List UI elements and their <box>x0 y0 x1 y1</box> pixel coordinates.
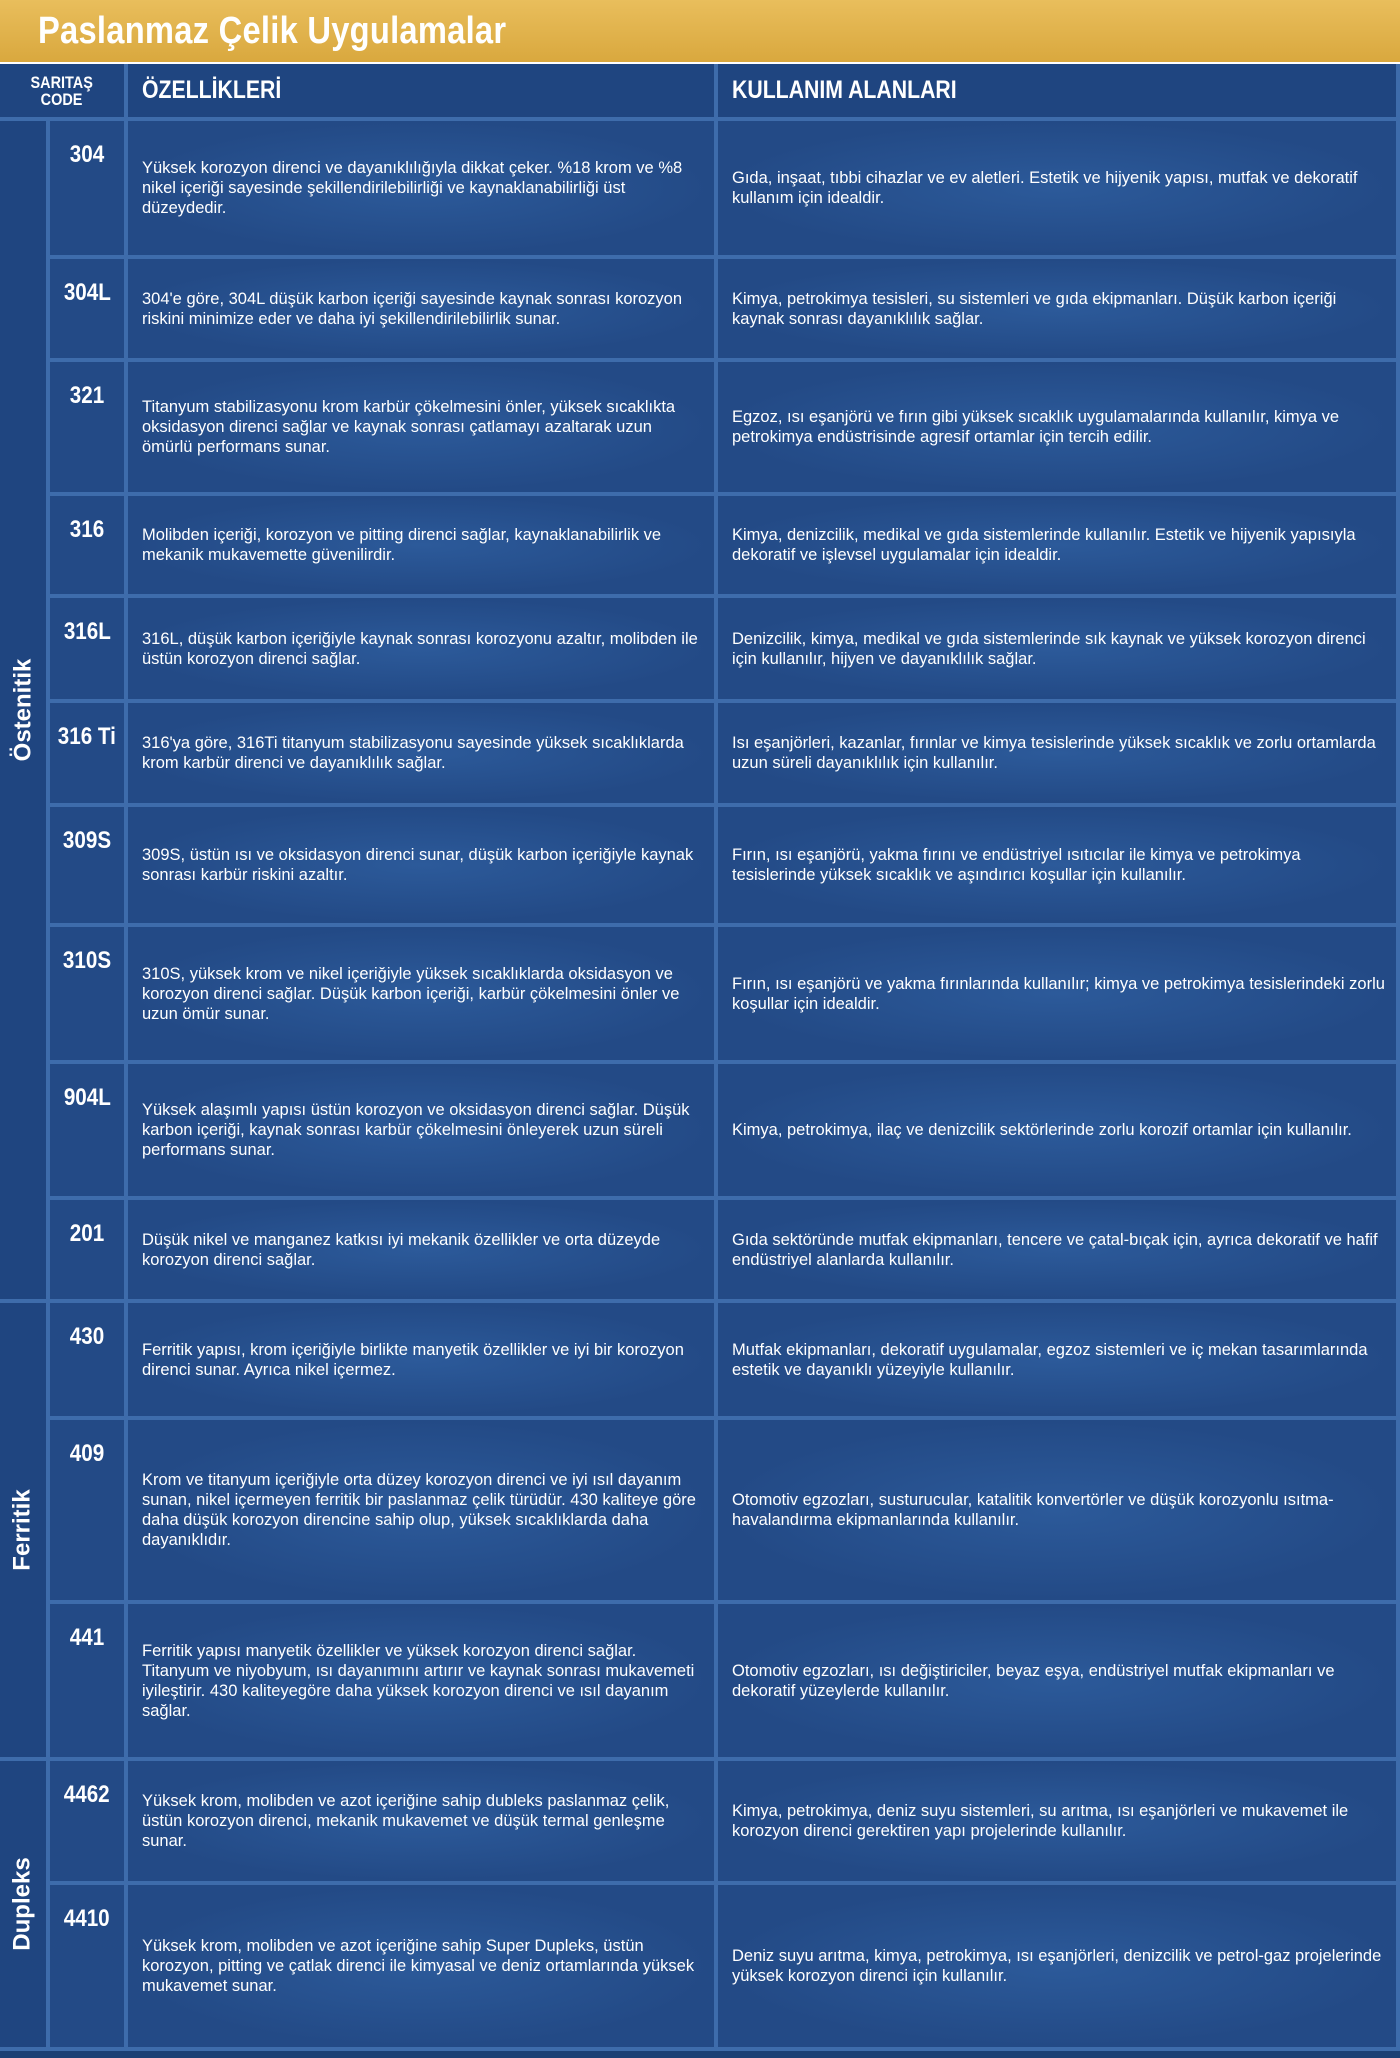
row-code: 904L <box>50 1064 128 1200</box>
row-usage: Kimya, petrokimya, deniz suyu sistemleri, su arıtma, ısı eşanjörleri ve mukavemet ile korozyon direnci gerektiren yapı projelerinde kullanılır. <box>718 1761 1400 1885</box>
page-title: Paslanmaz Çelik Uygulamalar <box>38 9 507 52</box>
row-usage: Egzoz, ısı eşanjörü ve fırın gibi yüksek sıcaklık uygulamalarında kullanılır, kimya ve petrokimya endüstrisinde agresif ortamlar için tercih edilir. <box>718 362 1400 496</box>
row-usage: Kimya, petrokimya tesisleri, su sistemleri ve gıda ekipmanları. Düşük karbon içeriği kaynak sonrası dayanıklılık sağlar. <box>718 259 1400 362</box>
row-usage: Gıda, inşaat, tıbbi cihazlar ve ev aletleri. Estetik ve hijyenik yapısı, mutfak ve dekoratif kullanım için idealdir. <box>718 121 1400 259</box>
row-usage: Kimya, petrokimya, ilaç ve denizcilik sektörlerinde zorlu korozif ortamlar için kullanılır. <box>718 1064 1400 1200</box>
row-code: 309S <box>50 807 128 927</box>
row-usage: Mutfak ekipmanları, dekoratif uygulamalar, egzoz sistemleri ve iç mekan tasarımlarında estetik ve dayanıklı yüzeyiyle kullanılır. <box>718 1303 1400 1420</box>
group-ferritik <box>0 1303 50 1761</box>
row-usage: Denizcilik, kimya, medikal ve gıda sistemlerinde sık kaynak ve yüksek korozyon direnci için kullanılır, hijyen ve dayanıklılık sağlar. <box>718 598 1400 703</box>
row-properties: Düşük nikel ve manganez katkısı iyi mekanik özellikler ve orta düzeyde korozyon direnci sağlar. <box>128 1200 718 1303</box>
row-usage: Deniz suyu arıtma, kimya, petrokimya, ısı eşanjörleri, denizcilik ve petrol-gaz projelerinde yüksek korozyon direnci için kullanılır. <box>718 1885 1400 2051</box>
row-code: 316L <box>50 598 128 703</box>
row-usage: Fırın, ısı eşanjörü, yakma fırını ve endüstriyel ısıtıcılar ile kimya ve petrokimya tesislerinde yüksek sıcaklık ve aşındırıcı koşullar için kullanılır. <box>718 807 1400 927</box>
row-properties: 316'ya göre, 316Ti titanyum stabilizasyonu sayesinde yüksek sıcaklıklarda krom karbür direnci ve dayanıklılık sağlar. <box>128 703 718 807</box>
row-code: 304 <box>50 121 128 259</box>
row-properties: Titanyum stabilizasyonu krom karbür çökelmesini önler, yüksek sıcaklıkta oksidasyon direnci sağlar ve kaynak sonrası çatlamayı azaltarak uzun ömürlü performans sunar. <box>128 362 718 496</box>
header-usage: KULLANIM ALANLARI <box>718 64 1400 121</box>
row-usage: Fırın, ısı eşanjörü ve yakma fırınlarında kullanılır; kimya ve petrokimya tesislerindeki zorlu koşullar için idealdir. <box>718 927 1400 1064</box>
header-code <box>0 64 128 121</box>
row-properties: Yüksek korozyon direnci ve dayanıklılığıyla dikkat çeker. %18 krom ve %8 nikel içeriği sayesinde şekillendirilebilirliği ve kaynaklanabilirliği üst düzeydedir. <box>128 121 718 259</box>
header-code-line2: CODE <box>41 89 83 109</box>
row-usage: Kimya, denizcilik, medikal ve gıda sistemlerinde kullanılır. Estetik ve hijyenik yapısıyla dekoratif ve işlevsel uygulamalar için idealdir. <box>718 496 1400 598</box>
row-code: 201 <box>50 1200 128 1303</box>
row-code: 4462 <box>50 1761 128 1885</box>
row-properties: Yüksek alaşımlı yapısı üstün korozyon ve oksidasyon direnci sağlar. Düşük karbon içeriği, kaynak sonrası karbür çökelmesini önleyerek uzun süreli performans sunar. <box>128 1064 718 1200</box>
row-properties: Krom ve titanyum içeriğiyle orta düzey korozyon direnci ve iyi ısıl dayanım sunan, nikel içermeyen ferritik bir paslanmaz çelik türüdür. 430 kaliteye göre daha düşük korozyon direncine sahip olup, yüksek sıcaklıklarda daha dayanıklıdır. <box>128 1420 718 1604</box>
row-code: 304L <box>50 259 128 362</box>
row-properties: Yüksek krom, molibden ve azot içeriğine sahip dubleks paslanmaz çelik, üstün korozyon direnci, mekanik mukavemet ve düşük termal genleşme sunar. <box>128 1761 718 1885</box>
row-properties: 310S, yüksek krom ve nikel içeriğiyle yüksek sıcaklıklarda oksidasyon ve korozyon direnci sağlar. Düşük karbon içeriği, karbür çökelmesini önler ve uzun ömür sunar. <box>128 927 718 1064</box>
row-code: 4410 <box>50 1885 128 2051</box>
row-code: 430 <box>50 1303 128 1420</box>
header-code-line1: SARITAŞ <box>30 72 94 92</box>
applications-table <box>0 64 1400 2058</box>
row-code: 321 <box>50 362 128 496</box>
row-code: 316 <box>50 496 128 598</box>
row-properties: Yüksek krom, molibden ve azot içeriğine sahip Super Dupleks, üstün korozyon, pitting ve çatlak direnci ile kimyasal ve deniz ortamlarında yüksek mukavemet sunar. <box>128 1885 718 2051</box>
row-properties: 309S, üstün ısı ve oksidasyon direnci sunar, düşük karbon içeriğiyle kaynak sonrası karbür riskini azaltır. <box>128 807 718 927</box>
group-label: Östenitik <box>9 658 37 762</box>
row-usage: Otomotiv egzozları, ısı değiştiriciler, beyaz eşya, endüstriyel mutfak ekipmanları ve dekoratif yüzeylerde kullanılır. <box>718 1604 1400 1761</box>
row-properties: Ferritik yapısı manyetik özellikler ve yüksek korozyon direnci sağlar. Titanyum ve niyobyum, ısı dayanımını artırır ve kaynak sonrası mukavemeti iyileştirir. 430 kaliteyegöre daha yüksek korozyon direnci ve ısıl dayanım sağlar. <box>128 1604 718 1761</box>
header-properties: ÖZELLİKLERİ <box>128 64 718 121</box>
row-properties: 316L, düşük karbon içeriğiyle kaynak sonrası korozyonu azaltır, molibden ile üstün korozyon direnci sağlar. <box>128 598 718 703</box>
row-properties: Molibden içeriği, korozyon ve pitting direnci sağlar, kaynaklanabilirlik ve mekanik mukavemette güvenilirdir. <box>128 496 718 598</box>
group-label: Ferritik <box>9 1489 36 1571</box>
row-code: 409 <box>50 1420 128 1604</box>
row-code: 441 <box>50 1604 128 1761</box>
row-properties: 304'e göre, 304L düşük karbon içeriği sayesinde kaynak sonrası korozyon riskini minimize eder ve daha iyi şekillendirilebilirlik sunar. <box>128 259 718 362</box>
group-dupleks <box>0 1761 50 2051</box>
group-ostenitik <box>0 121 50 1303</box>
row-code: 310S <box>50 927 128 1064</box>
row-code: 316 Ti <box>50 703 128 807</box>
row-usage: Isı eşanjörleri, kazanlar, fırınlar ve kimya tesislerinde yüksek sıcaklık ve zorlu ortamlarda uzun süreli dayanıklılık için kullanılır. <box>718 703 1400 807</box>
row-usage: Otomotiv egzozları, susturucular, katalitik konvertörler ve düşük korozyonlu ısıtma-havalandırma ekipmanlarında kullanılır. <box>718 1420 1400 1604</box>
title-bar <box>0 0 1400 62</box>
row-properties: Ferritik yapısı, krom içeriğiyle birlikte manyetik özellikler ve iyi bir korozyon direnci sunar. Ayrıca nikel içermez. <box>128 1303 718 1420</box>
group-label: Dupleks <box>9 1857 36 1951</box>
row-usage: Gıda sektöründe mutfak ekipmanları, tencere ve çatal-bıçak için, ayrıca dekoratif ve hafif endüstriyel alanlarda kullanılır. <box>718 1200 1400 1303</box>
